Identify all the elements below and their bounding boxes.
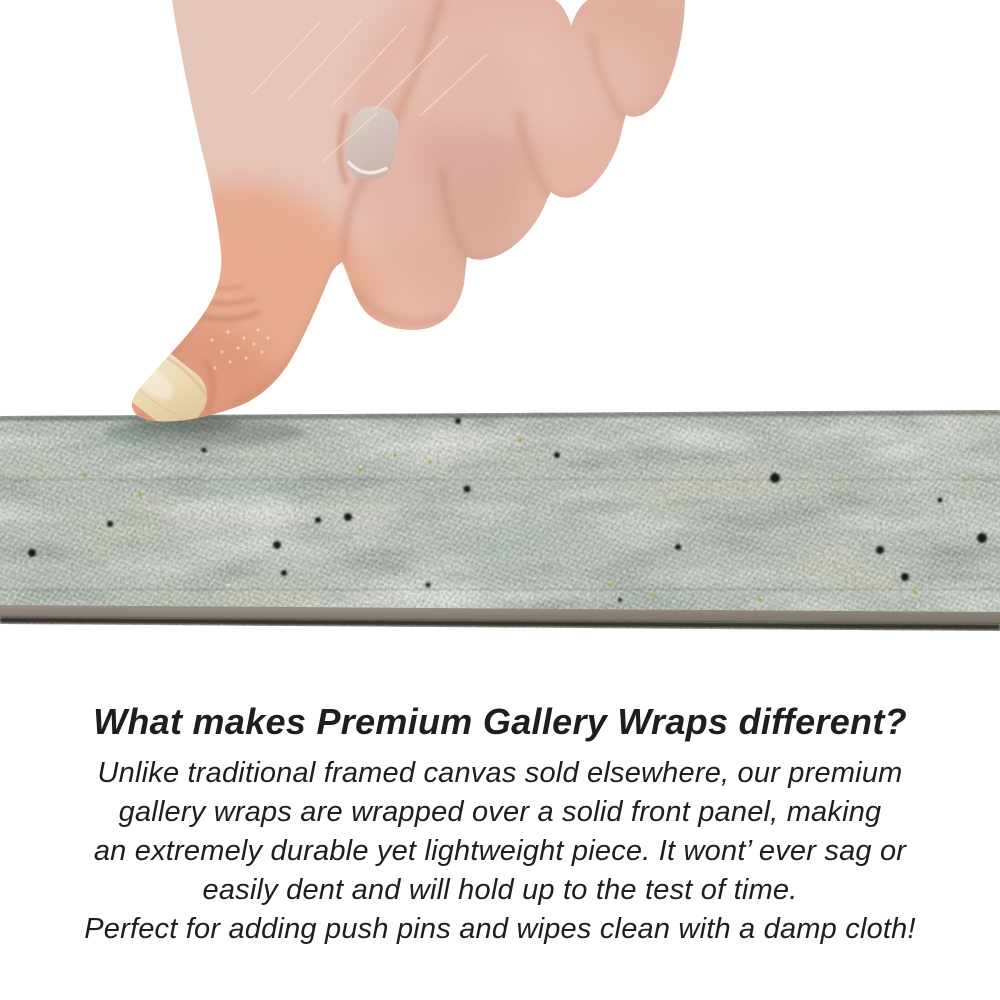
headline: What makes Premium Gallery Wraps different? [93,701,907,742]
caption-line-1: Unlike traditional framed canvas sold elsewhere, our premium [97,757,903,789]
caption [0,699,1000,949]
caption-line-2: gallery wraps are wrapped over a solid front panel, making [118,796,882,828]
hand-photo [30,0,775,480]
caption-line-4: easily dent and will hold up to the test of time. [202,874,798,906]
canvas-strip [0,405,1000,640]
caption-line-5: Perfect for adding push pins and wipes clean with a damp cloth! [84,913,916,945]
caption-line-3: an extremely durable yet lightweight piece. It wont’ ever sag or [93,835,907,867]
